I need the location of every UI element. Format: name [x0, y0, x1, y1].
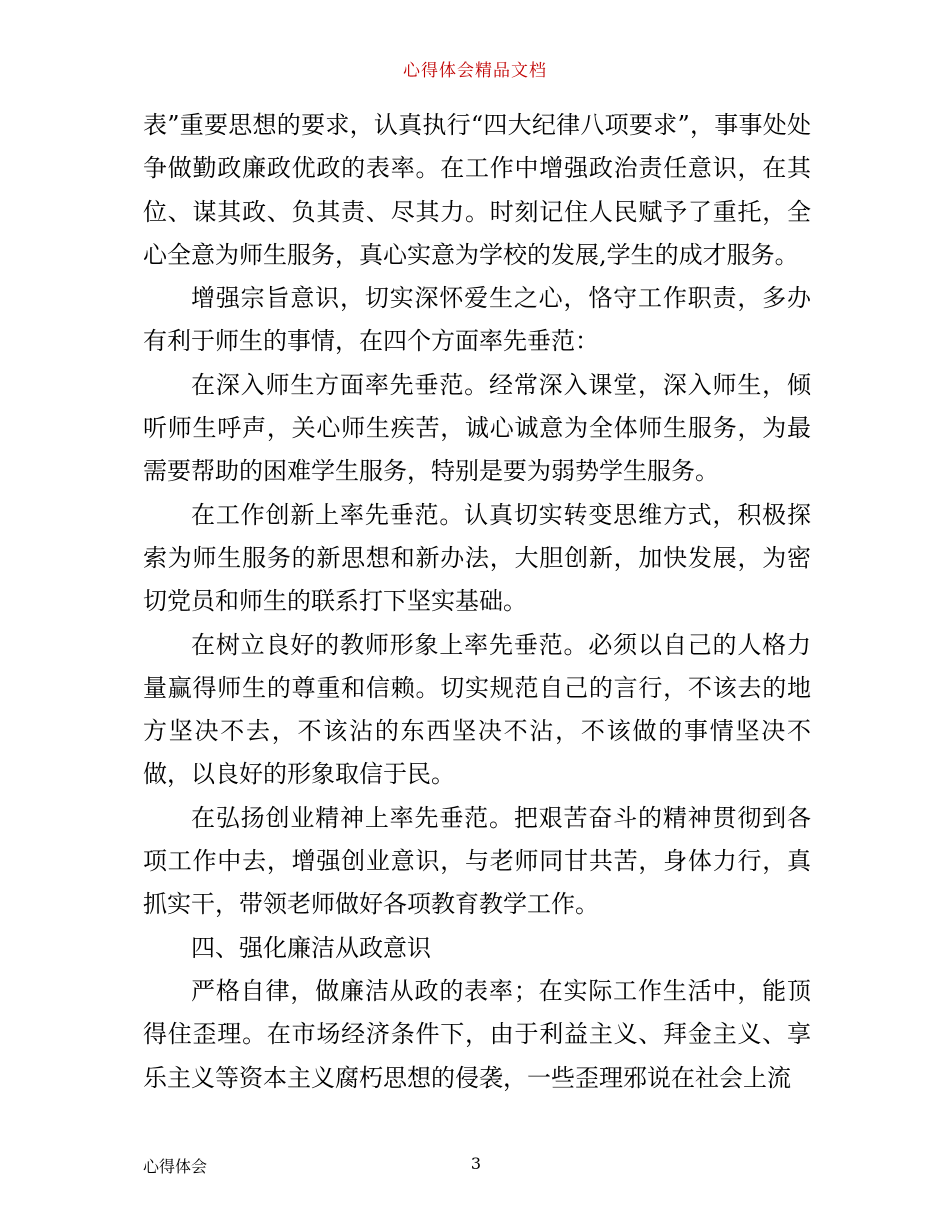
- paragraph-2: 增强宗旨意识，切实深怀爱生之心，恪守工作职责，多办有利于师生的事情，在四个方面率先垂范：: [143, 284, 811, 356]
- paragraph-7: 严格自律，做廉洁从政的表率；在实际工作生活中，能顶得住歪理。在市场经济条件下，由于利益主义、拜金主义、享乐主义等资本主义腐朽思想的侵袭，一些歪理邪说在社会上流: [143, 976, 811, 1092]
- paragraph-4: 在工作创新上率先垂范。认真切实转变思维方式，积极探索为师生服务的新思想和新办法，大胆创新，加快发展，为密切党员和师生的联系打下坚实基础。: [143, 500, 811, 616]
- paragraph-3: 在深入师生方面率先垂范。经常深入课堂，深入师生，倾听师生呼声，关心师生疾苦，诚心诚意为全体师生服务，为最需要帮助的困难学生服务，特别是要为弱势学生服务。: [143, 370, 811, 486]
- footer-label: 心得体会: [143, 1157, 208, 1176]
- page-number: 3: [470, 1154, 482, 1173]
- paragraph-1: 表”重要思想的要求，认真执行“四大纪律八项要求”，事事处处争做勤政廉政优政的表率。在工作中增强政治责任意识，在其位、谋其政、负其责、尽其力。时刻记住人民赋予了重托，全心全意为师生服务，真心实意为学校的发展,学生的成才服务。: [143, 111, 811, 269]
- section-heading: 四、强化廉洁从政意识: [191, 933, 431, 962]
- document-body: [143, 104, 811, 1100]
- paragraph-6: 在弘扬创业精神上率先垂范。把艰苦奋斗的精神贯彻到各项工作中去，增强创业意识，与老师同甘共苦，身体力行，真抓实干，带领老师做好各项教育教学工作。: [143, 803, 811, 919]
- paragraph-5: 在树立良好的教师形象上率先垂范。必须以自己的人格力量赢得师生的尊重和信赖。切实规范自己的言行，不该去的地方坚决不去，不该沾的东西坚决不沾，不该做的事情坚决不做，以良好的形象取信于民。: [143, 630, 811, 789]
- page-header-title: 心得体会精品文档: [403, 61, 547, 81]
